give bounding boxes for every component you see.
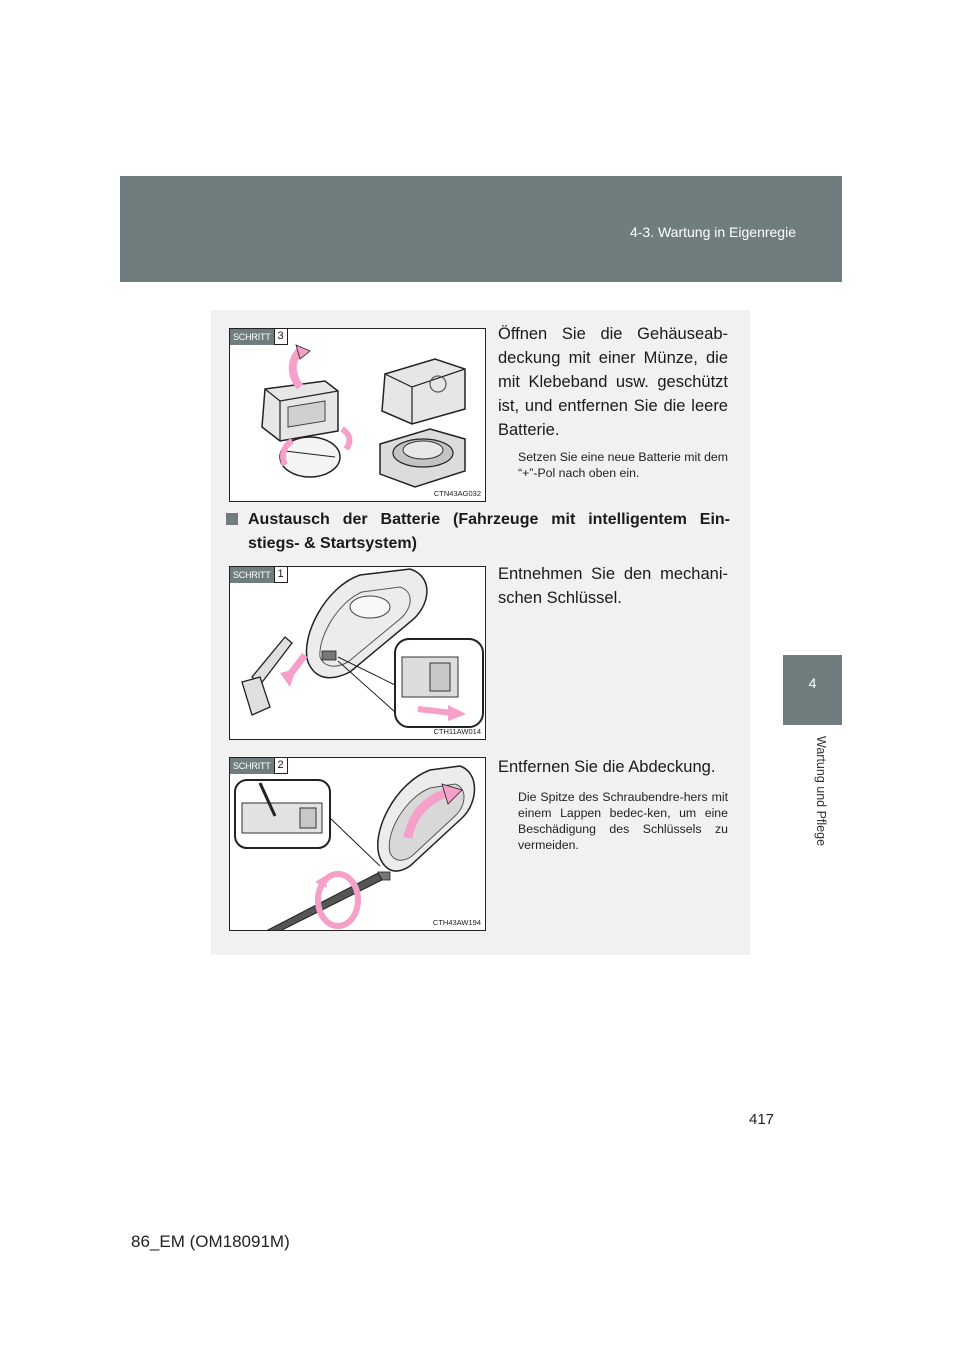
key-removal-illustration — [230, 567, 486, 740]
figure-step-3 — [229, 328, 486, 502]
step-badge: SCHRITT 2 — [230, 758, 288, 774]
step-3-text: Öffnen Sie die Gehäuseab-deckung mit einer Münze, die mit Klebeband usw. geschützt ist, und entfernen Sie die leere Batterie. — [498, 325, 728, 439]
step-2-note: Die Spitze des Schraubendre-hers mit einem Lappen bedec-ken, um eine Beschädigung des Schlüssels zu vermeiden. — [518, 790, 728, 852]
figure-step-1 — [229, 566, 486, 740]
step-badge: SCHRITT 3 — [230, 329, 288, 345]
section-subheading: Austausch der Batterie (Fahrzeuge mit intelligentem Ein-stiegs- & Startsystem) — [226, 508, 730, 556]
figure-code: CTN43AG032 — [433, 489, 481, 498]
figure-code: CTH11AW014 — [433, 727, 481, 736]
cover-removal-illustration — [230, 758, 486, 931]
chapter-label: Wartung und Pflege — [814, 736, 828, 847]
document-code: 86_EM (OM18091M) — [131, 1232, 290, 1251]
step-1-text: Entnehmen Sie den mechani-schen Schlüssel. — [498, 565, 728, 607]
chapter-number: 4 — [808, 675, 817, 691]
step-badge: SCHRITT 1 — [230, 567, 288, 583]
figure-step-2 — [229, 757, 486, 931]
section-title: 4-3. Wartung in Eigenregie — [629, 224, 796, 240]
square-bullet-icon — [226, 513, 238, 525]
step-2-text: Entfernen Sie die Abdeckung. — [498, 758, 716, 776]
battery-removal-illustration — [230, 329, 486, 502]
figure-code: CTH43AW194 — [432, 918, 481, 927]
step-3-note: Setzen Sie eine neue Batterie mit dem “+”-Pol nach oben ein. — [518, 450, 728, 480]
chapter-tab — [783, 655, 842, 725]
page-number: 417 — [749, 1111, 775, 1128]
header-bar — [120, 176, 842, 282]
